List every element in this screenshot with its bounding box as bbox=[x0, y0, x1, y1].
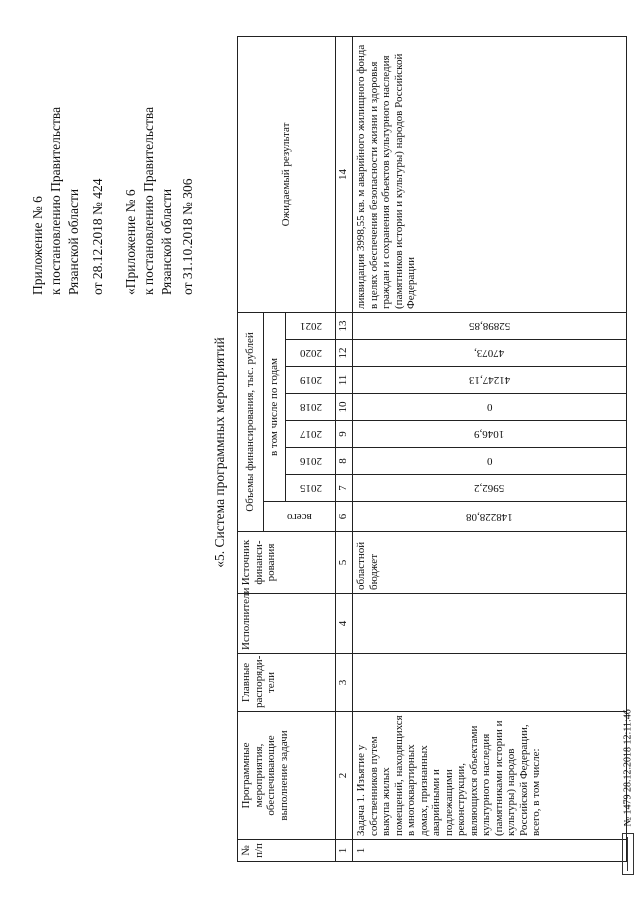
footer-text: № 1479 28.12.2018 12:11:46 bbox=[622, 709, 634, 827]
header-year-2018-cell bbox=[286, 394, 336, 421]
row-2015: 5962,2 bbox=[474, 482, 505, 495]
header-total: всего bbox=[287, 510, 312, 523]
program-measures-table bbox=[237, 36, 627, 862]
row-2020: 47073, bbox=[474, 347, 505, 360]
col-number: 8 bbox=[336, 448, 353, 475]
col-number: 2 bbox=[336, 712, 353, 840]
row-executors bbox=[353, 594, 627, 654]
row-2016-cell bbox=[353, 448, 627, 475]
row-2021-cell bbox=[353, 312, 627, 339]
header-year-2019-cell bbox=[286, 367, 336, 394]
header-year-2015-cell bbox=[286, 475, 336, 502]
header-total-cell bbox=[264, 502, 336, 532]
col-number: 7 bbox=[336, 475, 353, 502]
row-2015-cell bbox=[353, 475, 627, 502]
row-total-cell bbox=[353, 502, 627, 532]
row-2019-cell bbox=[353, 367, 627, 394]
header-result: Ожидаемый результат bbox=[238, 36, 336, 312]
col-number: 9 bbox=[336, 421, 353, 448]
col-number: 13 bbox=[336, 312, 353, 339]
row-2018-cell bbox=[353, 394, 627, 421]
row-result: ликвидация 3998,55 кв. м аварийного жилищного фонда в целях обеспечения безопасности жизни и здоровья граждан и сохранения объектов культурного наследия (памятников истории и культуры) народов Российской Федерации bbox=[353, 36, 627, 312]
header-year-2020-cell bbox=[286, 340, 336, 367]
row-2020-cell bbox=[353, 340, 627, 367]
header-line-8: от 31.10.2018 № 306 bbox=[180, 178, 195, 295]
header-year-2018: 2018 bbox=[299, 401, 322, 414]
section-title: «5. Система программных мероприятий bbox=[212, 337, 227, 568]
row-managers bbox=[353, 654, 627, 712]
row-2017-cell bbox=[353, 421, 627, 448]
header-num: № п/п bbox=[238, 840, 336, 862]
header-managers: Главные распоряди-тели bbox=[238, 654, 336, 712]
col-number: 12 bbox=[336, 340, 353, 367]
header-year-2017: 2017 bbox=[299, 428, 322, 441]
header-year-2021-cell bbox=[286, 312, 336, 339]
col-number: 5 bbox=[336, 532, 353, 594]
col-number: 4 bbox=[336, 594, 353, 654]
row-2017: 1046,9 bbox=[474, 428, 505, 441]
header-line-7: Рязанской области bbox=[159, 188, 174, 295]
header-funding: Объемы финансирования, тыс. рублей bbox=[238, 312, 264, 531]
header-line-6: к постановлению Правительства bbox=[141, 106, 156, 295]
col-number: 3 bbox=[336, 654, 353, 712]
header-line-5: «Приложение № 6 bbox=[123, 189, 138, 295]
col-number: 14 bbox=[336, 36, 353, 312]
header-year-2017-cell bbox=[286, 421, 336, 448]
table-row bbox=[353, 36, 627, 861]
header-year-2016-cell bbox=[286, 448, 336, 475]
registration-stamp-icon bbox=[622, 833, 634, 875]
header-line-1: Приложение № 6 bbox=[30, 196, 45, 295]
col-number: 10 bbox=[336, 394, 353, 421]
header-measures: Программные мероприятия, обеспечивающие выполнение задачи bbox=[238, 712, 336, 840]
header-by-years: в том числе по годам bbox=[264, 312, 286, 501]
header-line-4: от 28.12.2018 № 424 bbox=[90, 178, 105, 295]
col-number: 11 bbox=[336, 367, 353, 394]
header-year-2021: 2021 bbox=[299, 320, 322, 333]
header-line-2: к постановлению Правительства bbox=[48, 106, 63, 295]
row-2016: 0 bbox=[486, 455, 493, 468]
header-block bbox=[0, 45, 200, 905]
header-source: Источник финанси-рования bbox=[238, 532, 336, 594]
row-2021: 52898,85 bbox=[468, 320, 511, 333]
row-total: 148228,08 bbox=[466, 510, 513, 523]
header-line-3: Рязанской области bbox=[66, 188, 81, 295]
row-num: 1 bbox=[353, 840, 627, 862]
footer-registration bbox=[622, 709, 634, 875]
column-number-row bbox=[336, 36, 353, 861]
row-2018: 0 bbox=[486, 401, 493, 414]
row-task: Задача 1. Изъятие у собственников путем выкупа жилых помещений, находящихся в многоквартирных домах, признанных аварийными и подлежащими реконструкции, являющихся объектами культурного наследия (памятниками истории и культуры) народов Российской Федерации, всего, в том числе: bbox=[353, 712, 627, 840]
header-year-2016: 2016 bbox=[299, 455, 322, 468]
header-executors: Исполнители bbox=[238, 594, 336, 654]
header-year-2015: 2015 bbox=[299, 482, 322, 495]
row-2019: 41247,13 bbox=[468, 374, 511, 387]
header-year-2019: 2019 bbox=[299, 374, 322, 387]
row-source: областной бюджет bbox=[353, 532, 627, 594]
col-number: 1 bbox=[336, 840, 353, 862]
header-year-2020: 2020 bbox=[299, 347, 322, 360]
col-number: 6 bbox=[336, 502, 353, 532]
